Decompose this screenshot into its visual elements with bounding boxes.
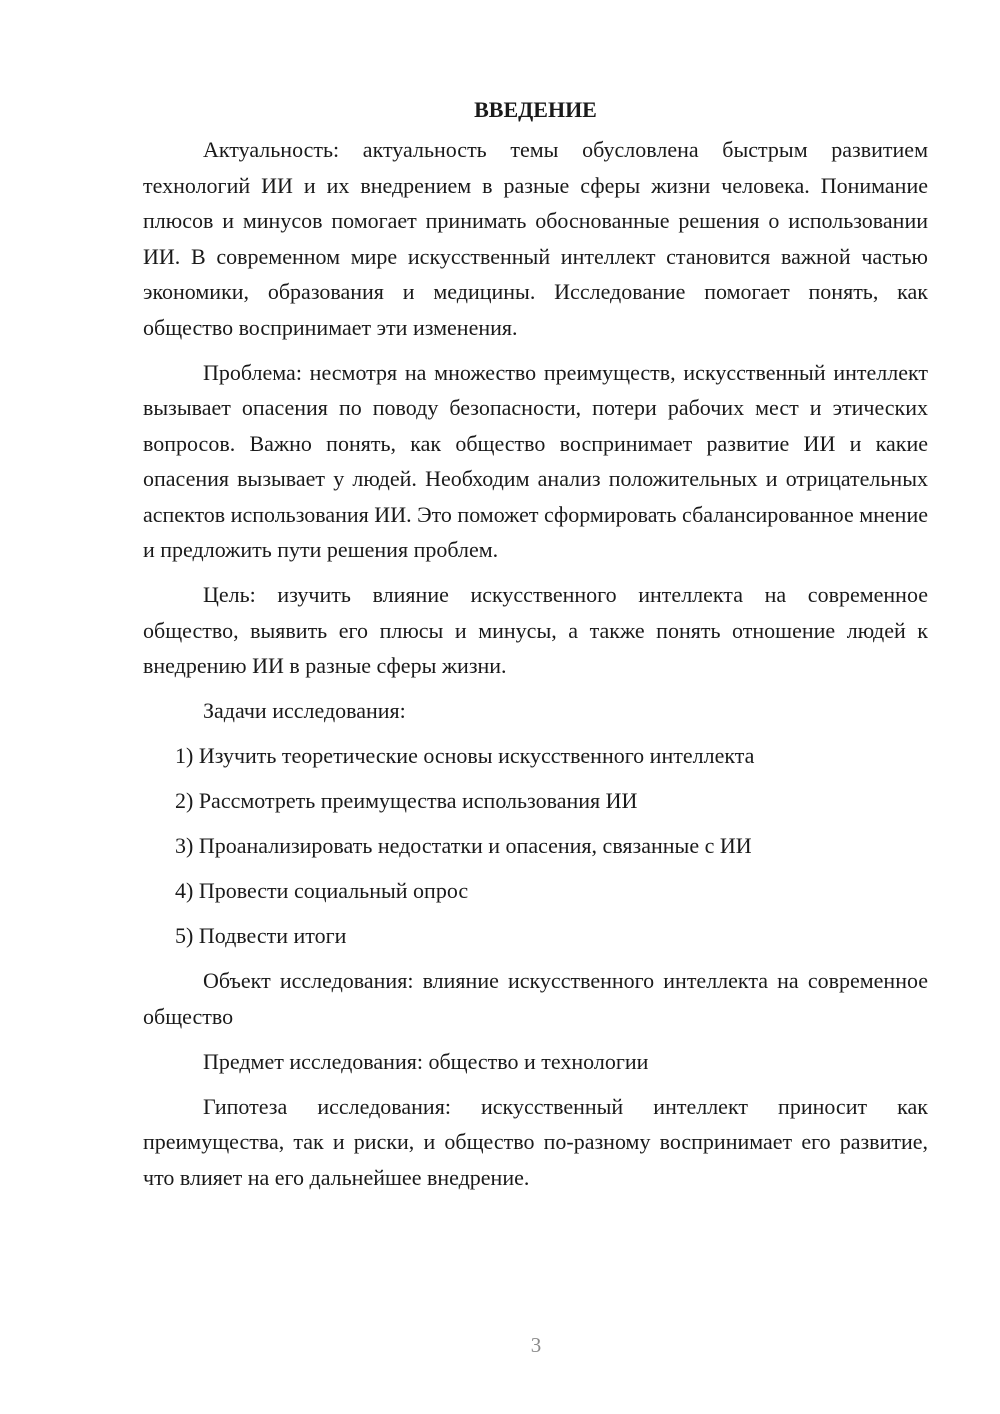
section-title: ВВЕДЕНИЕ [474, 97, 597, 122]
list-item: 4) Провести социальный опрос [175, 878, 469, 903]
paragraph-hypothesis: Гипотеза исследования: искусственный интеллект приносит как преимущества, так и риски, и общество по-разному воспринимает его развитие, что влияет на его дальнейшее внедрение. [143, 1093, 928, 1190]
paragraph-subject: Предмет исследования: общество и технологии [203, 1048, 649, 1074]
document-page [143, 92, 928, 1205]
list-item: 2) Рассмотреть преимущества использования ИИ [175, 788, 638, 813]
page-number: 3 [530, 1333, 542, 1357]
list-item: 3) Проанализировать недостатки и опасения, связанные с ИИ [175, 833, 752, 858]
tasks-heading: Задачи исследования: [203, 698, 406, 723]
paragraph-object: Объект исследования: влияние искусственного интеллекта на современное общество [143, 968, 928, 1029]
tasks-list [143, 738, 928, 954]
paragraph-goal: Цель: изучить влияние искусственного интеллекта на современное общество, выявить его плюсы и минусы, а также понять отношение людей к внедрению ИИ в разные сферы жизни. [143, 582, 928, 678]
paragraph-relevance: Актуальность: актуальность темы обусловлена быстрым развитием технологий ИИ и их внедрением в разные сферы жизни человека. Понимание плюсов и минусов помогает принимать обоснованные решения о использовании ИИ. В современном мире искусственный интеллект становится важной частью экономики, образования и медицины. Исследование помогает понять, как общество воспринимает эти изменения. [143, 137, 928, 340]
list-item: 5) Подвести итоги [175, 923, 347, 948]
list-item: 1) Изучить теоретические основы искусственного интеллекта [175, 743, 755, 768]
paragraph-problem: Проблема: несмотря на множество преимуществ, искусственный интеллект вызывает опасения по поводу безопасности, потери рабочих мест и этических вопросов. Важно понять, как общество воспринимает развитие ИИ и какие опасения вызывает у людей. Необходим анализ положительных и отрицательных аспектов использования ИИ. Это поможет сформировать сбалансированное мнение и предложить пути решения проблем. [143, 359, 928, 562]
